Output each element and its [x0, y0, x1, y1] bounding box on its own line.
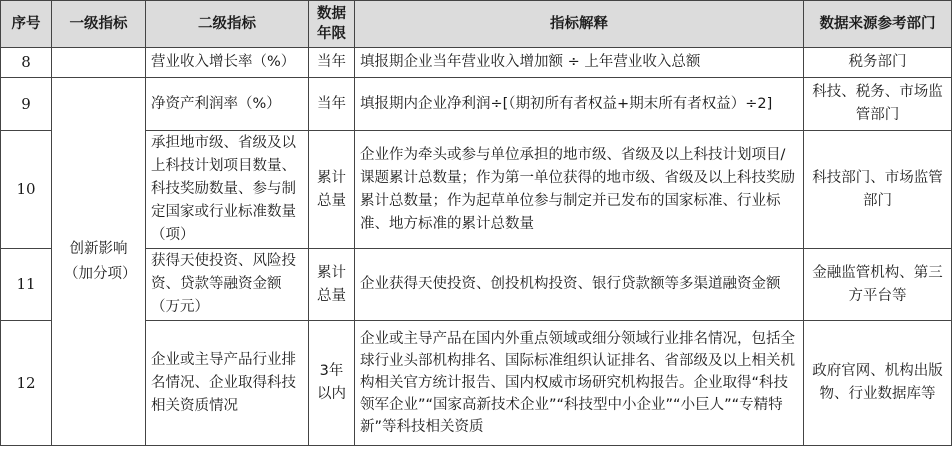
row-years: 累计总量 — [309, 131, 355, 249]
row-level2: 营业收入增长率（%） — [146, 48, 309, 78]
level1-empty-cell — [52, 48, 146, 78]
row-level2: 承担地市级、省级及以上科技计划项目数量、科技奖励数量、参与制定国家或行业标准数量（项） — [146, 131, 309, 249]
row-seq: 10 — [1, 131, 52, 249]
row-seq: 9 — [1, 78, 52, 131]
row-explain: 企业获得天使投资、创投机构投资、银行贷款额等多渠道融资金额 — [355, 249, 804, 321]
row-years: 当年 — [309, 48, 355, 78]
row-seq: 11 — [1, 249, 52, 321]
row-level2: 净资产利润率（%） — [146, 78, 309, 131]
header-seq: 序号 — [1, 1, 52, 48]
header-level2: 二级指标 — [146, 1, 309, 48]
row-seq: 12 — [1, 321, 52, 446]
row-explain: 企业或主导产品在国内外重点领域或细分领域行业排名情况，包括全球行业头部机构排名、国际标准组织认证排名、省部级及以上相关机构相关官方统计报告、国内权威市场研究机构报告。企业取得“科技领军企业”“国家高新技术企业”“科技型中小企业”“小巨人”“专精特新”等科技相关资质 — [355, 321, 804, 446]
header-years: 数据年限 — [309, 1, 355, 48]
level1-group-label: 创新影响（加分项） — [52, 78, 146, 446]
row-years: 累计总量 — [309, 249, 355, 321]
row-level2: 获得天使投资、风险投资、贷款等融资金额（万元） — [146, 249, 309, 321]
table-row — [1, 48, 952, 78]
table-row — [1, 78, 952, 131]
header-explain: 指标解释 — [355, 1, 804, 48]
row-source: 科技部门、市场监管部门 — [804, 131, 952, 249]
row-level2: 企业或主导产品行业排名情况、企业取得科技相关资质情况 — [146, 321, 309, 446]
row-explain: 企业作为牵头或参与单位承担的地市级、省级及以上科技计划项目/课题累计总数量；作为第一单位获得的地市级、省级及以上科技奖励累计总数量；作为起草单位参与制定并已发布的国家标准、行业标准、地方标准的累计总数量 — [355, 131, 804, 249]
row-seq: 8 — [1, 48, 52, 78]
row-source: 金融监管机构、第三方平台等 — [804, 249, 952, 321]
row-years: 当年 — [309, 78, 355, 131]
row-source: 政府官网、机构出版物、行业数据库等 — [804, 321, 952, 446]
row-source: 科技、税务、市场监管部门 — [804, 78, 952, 131]
header-source: 数据来源参考部门 — [804, 1, 952, 48]
header-row — [1, 1, 952, 48]
row-explain: 填报期企业当年营业收入增加额 ÷ 上年营业收入总额 — [355, 48, 804, 78]
row-source: 税务部门 — [804, 48, 952, 78]
header-level1: 一级指标 — [52, 1, 146, 48]
row-explain: 填报期内企业净利润÷[（期初所有者权益+期末所有者权益）÷2] — [355, 78, 804, 131]
row-years: 3年以内 — [309, 321, 355, 446]
